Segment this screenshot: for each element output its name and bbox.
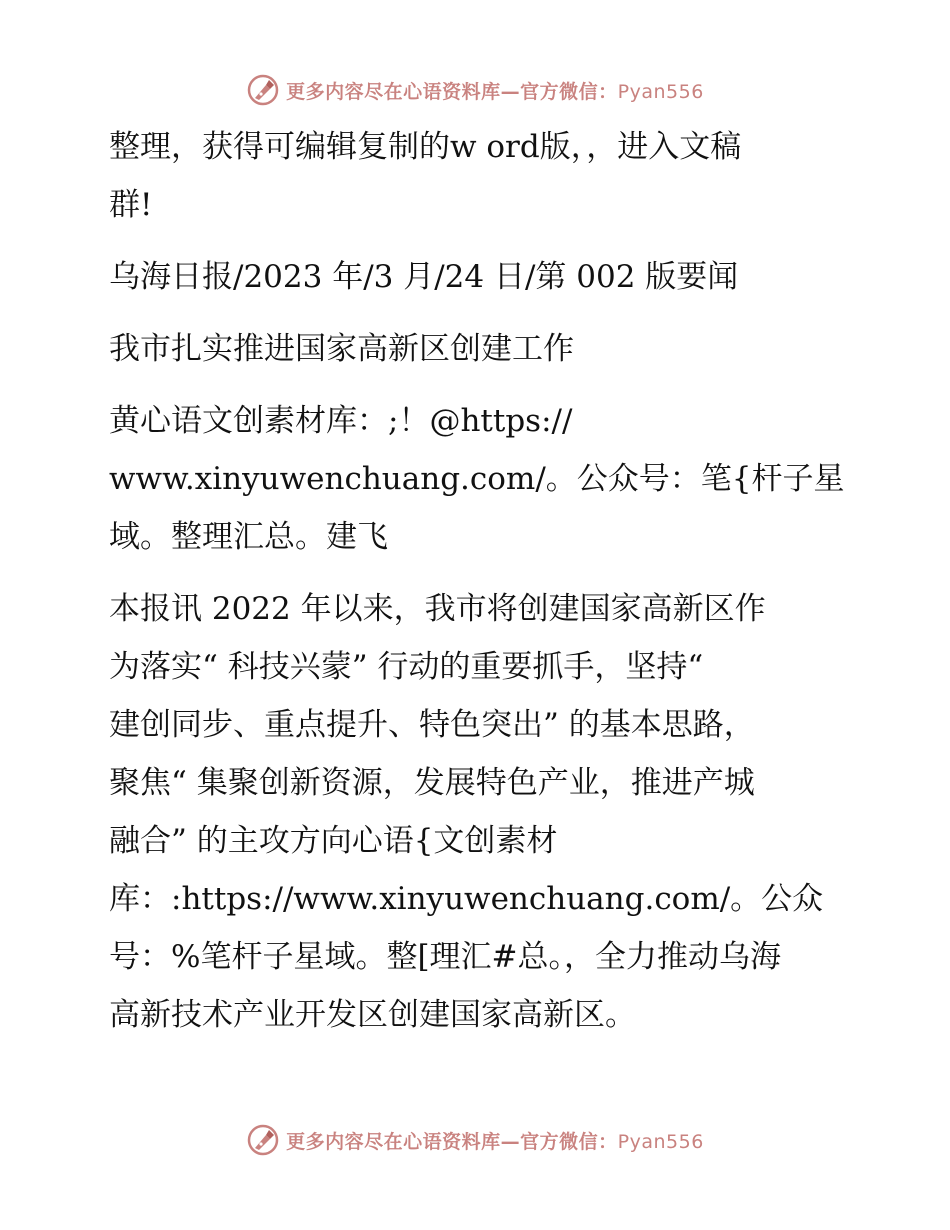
article-body xyxy=(97,118,845,1058)
article-paragraph xyxy=(97,118,842,234)
paragraph-line: 聚焦“ 集聚创新资源，发展特色产业，推进产城 xyxy=(109,765,755,801)
article-paragraph xyxy=(97,580,842,1044)
article-paragraph xyxy=(97,392,845,566)
paragraph-line: 域。整理汇总。建飞 xyxy=(109,519,388,555)
footer-banner xyxy=(0,1120,950,1160)
article-paragraph xyxy=(97,320,842,378)
paragraph-line: www.xinyuwenchuang.com/。公众号：笔{杆子星 xyxy=(109,461,845,497)
paragraph-line: 黄心语文创素材库：;！@https:// xyxy=(109,403,573,439)
paragraph-line: 建创同步、重点提升、特色突出” 的基本思路， xyxy=(109,707,755,743)
paragraph-line: 融合” 的主攻方向心语{文创素材 xyxy=(109,823,558,859)
paragraph-line: 号：%笔杆子星域。整[理汇#总。，全力推动乌海 xyxy=(109,939,782,975)
paragraph-line: 我市扎实推进国家高新区创建工作 xyxy=(109,331,574,367)
paragraph-line: 库：:https://www.xinyuwenchuang.com/。公众 xyxy=(109,881,824,917)
footer-banner-text: 更多内容尽在心语资料库—官方微信：Pyan556 xyxy=(286,1130,704,1153)
paragraph-line: 本报讯 2022 年以来，我市将创建国家高新区作 xyxy=(109,591,766,627)
pen-nib-logo-icon xyxy=(246,1123,280,1157)
header-banner xyxy=(0,70,950,110)
paragraph-line: 整理，获得可编辑复制的w ord版，，进入文稿 xyxy=(109,129,742,165)
pen-nib-logo-icon xyxy=(246,73,280,107)
paragraph-line: 高新技术产业开发区创建国家高新区。 xyxy=(109,997,636,1033)
paragraph-line: 群! xyxy=(109,187,153,223)
paragraph-line: 为落实“ 科技兴蒙” 行动的重要抓手，坚持“ xyxy=(109,649,704,685)
paragraph-line: 乌海日报/2023 年/3 月/24 日/第 002 版要闻 xyxy=(109,259,739,295)
header-banner-text: 更多内容尽在心语资料库—官方微信：Pyan556 xyxy=(286,80,704,103)
article-paragraph xyxy=(97,248,842,306)
